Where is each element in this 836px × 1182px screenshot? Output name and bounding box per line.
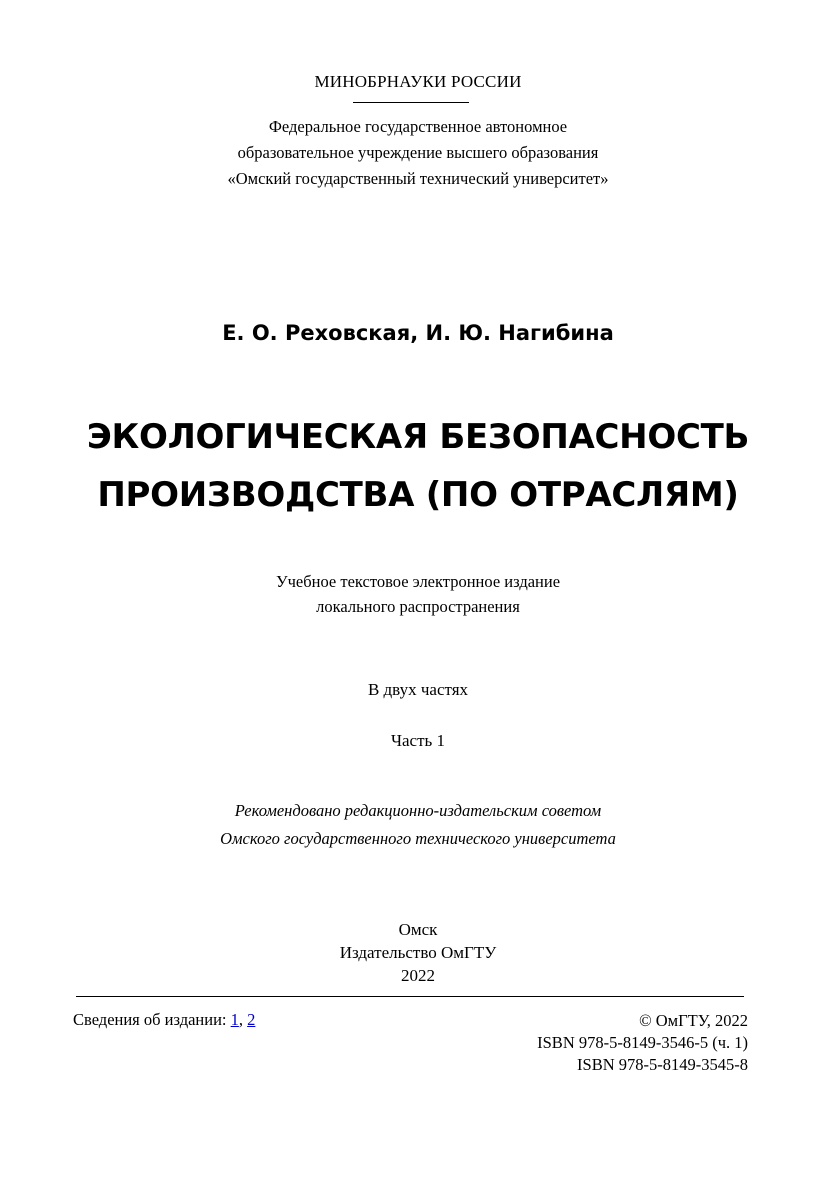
publisher-name: Издательство ОмГТУ — [339, 943, 497, 962]
recommendation — [0, 797, 836, 853]
header-divider — [353, 102, 469, 103]
parts-count: В двух частях — [367, 680, 469, 699]
copyright-block — [537, 1010, 748, 1076]
edition-line: локального распространения — [316, 597, 520, 616]
publisher-city: Омск — [398, 920, 438, 939]
recommendation-line: Рекомендовано редакционно-издательским советом — [234, 801, 602, 820]
book-title — [0, 408, 836, 524]
footer-divider — [76, 996, 744, 997]
org-line: «Омский государственный технический университет» — [227, 169, 609, 188]
publisher-block — [0, 918, 836, 987]
isbn-set: ISBN 978-5-8149-3545-8 — [577, 1055, 748, 1074]
title-line: ЭКОЛОГИЧЕСКАЯ БЕЗОПАСНОСТЬ — [86, 417, 750, 457]
edition-info-label: Сведения об издании: — [73, 1010, 231, 1029]
title-line: ПРОИЗВОДСТВА (ПО ОТРАСЛЯМ) — [97, 475, 739, 515]
copyright-text: © ОмГТУ, 2022 — [639, 1011, 748, 1030]
authors: Е. О. Реховская, И. Ю. Нагибина — [222, 321, 614, 345]
edition-info-link-2[interactable]: 2 — [247, 1010, 256, 1029]
edition-info-link-1[interactable]: 1 — [230, 1010, 239, 1029]
recommendation-line: Омского государственного технического университета — [220, 829, 616, 848]
edition-line: Учебное текстовое электронное издание — [275, 572, 561, 591]
org-line: образовательное учреждение высшего образования — [237, 143, 599, 162]
link-separator: , — [238, 1010, 248, 1029]
organization-name — [0, 114, 836, 192]
isbn-part: ISBN 978-5-8149-3546-5 (ч. 1) — [537, 1033, 748, 1052]
ministry-heading: МИНОБРНАУКИ РОССИИ — [314, 72, 522, 91]
part-number: Часть 1 — [390, 731, 446, 750]
edition-info — [73, 1010, 255, 1030]
edition-type — [0, 569, 836, 619]
org-line: Федеральное государственное автономное — [268, 117, 568, 136]
publication-year: 2022 — [401, 966, 435, 985]
